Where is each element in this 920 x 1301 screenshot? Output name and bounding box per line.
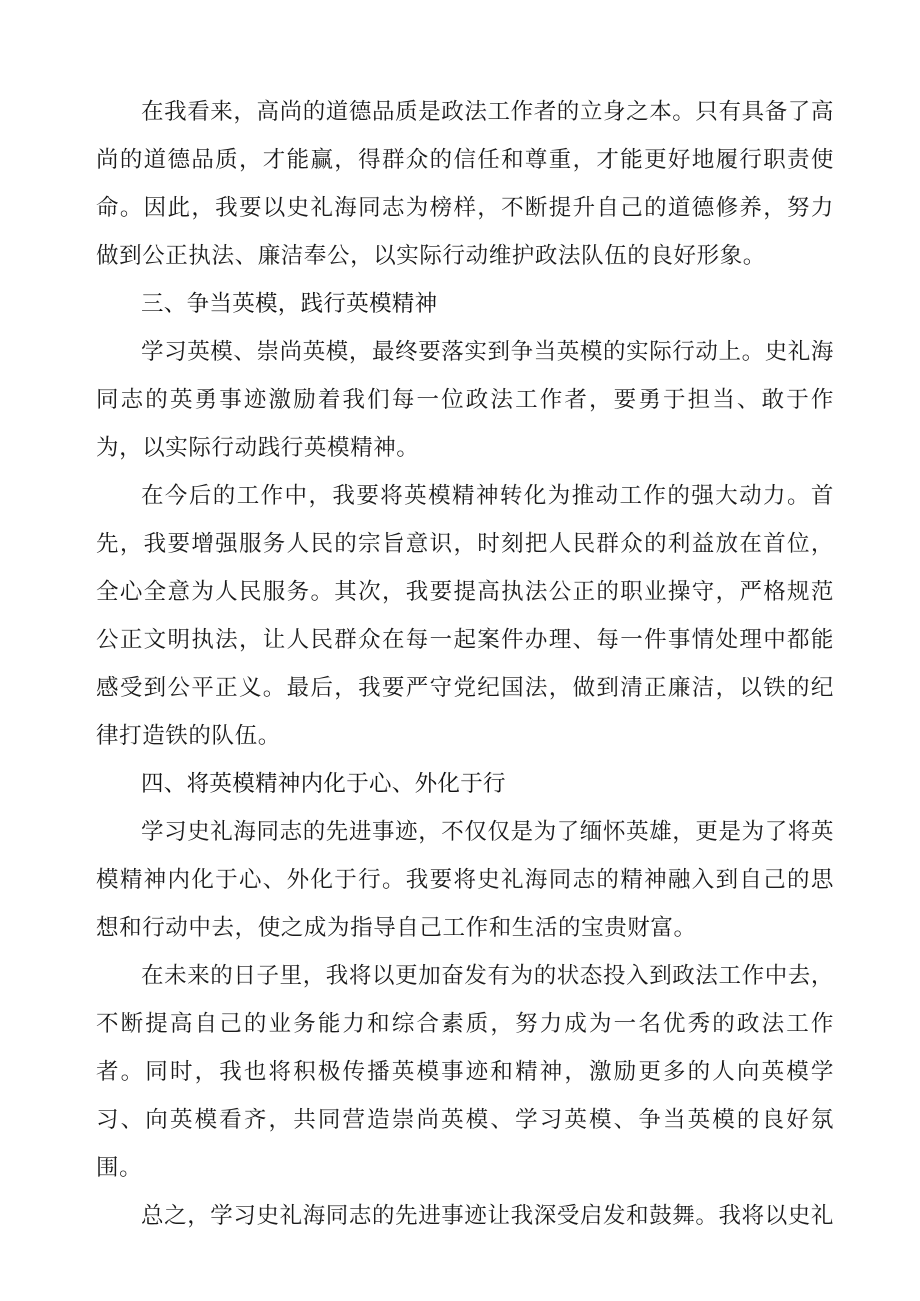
paragraph-moral-quality: 在我看来，高尚的道德品质是政法工作者的立身之本。只有具备了高尚的道德品质，才能赢，得群众的信任和尊重，才能更好地履行职责使命。因此，我要以史礼海同志为榜样，不断提升自己的道德修养，努力做到公正执法、廉洁奉公，以实际行动维护政法队伍的良好形象。	[96, 99, 835, 269]
paragraph-future-days: 在未来的日子里，我将以更加奋发有为的状态投入到政法工作中去，不断提高自己的业务能力和综合素质，努力成为一名优秀的政法工作者。同时，我也将积极传播英模事迹和精神，激励更多的人向英模学习、向英模看齐，共同营造崇尚英模、学习英模、争当英模的良好氛围。	[96, 963, 835, 1181]
paragraph-internalize-spirit: 学习史礼海同志的先进事迹，不仅仅是为了缅怀英雄，更是为了将英模精神内化于心、外化于行。我要将史礼海同志的精神融入到自己的思想和行动中去，使之成为指导自己工作和生活的宝贵财富。	[96, 819, 835, 941]
paragraph-learn-heroes: 学习英模、崇尚英模，最终要落实到争当英模的实际行动上。史礼海同志的英勇事迹激励着我们每一位政法工作者，要勇于担当、敢于作为，以实际行动践行英模精神。	[96, 339, 835, 461]
paragraph-conclusion: 总之，学习史礼海同志的先进事迹让我深受启发和鼓舞。我将以史礼	[141, 1203, 835, 1229]
section-heading-3: 三、争当英模，践行英模精神	[141, 291, 438, 317]
section-heading-4: 四、将英模精神内化于心、外化于行	[141, 771, 506, 797]
document-body	[96, 88, 834, 1240]
paragraph-future-work: 在今后的工作中，我要将英模精神转化为推动工作的强大动力。首先，我要增强服务人民的宗旨意识，时刻把人民群众的利益放在首位，全心全意为人民服务。其次，我要提高执法公正的职业操守，严格规范公正文明执法，让人民群众在每一起案件办理、每一件事情处理中都能感受到公平正义。最后，我要严守党纪国法，做到清正廉洁，以铁的纪律打造铁的队伍。	[96, 483, 834, 749]
